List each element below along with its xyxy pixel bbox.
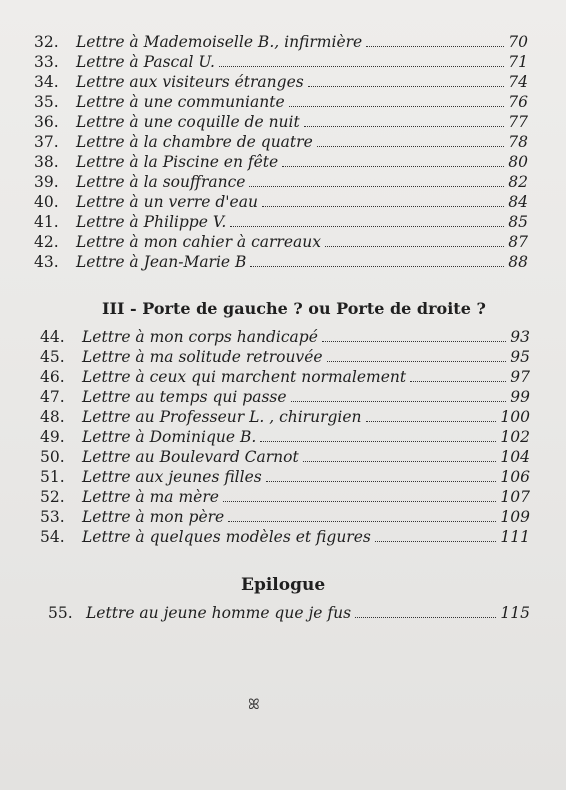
entry-number: 51. [40,468,65,486]
entry-page: 102 [500,428,530,446]
epilogue-heading: Epilogue [241,575,326,595]
entry-title: Lettre à ma solitude retrouvée [82,348,323,366]
leader-dots [219,66,504,67]
leader-dots [366,421,497,422]
leader-dots [230,226,504,227]
entry-title: Lettre à mon père [82,508,225,526]
entry-number: 40. [34,193,59,211]
entry-number: 53. [40,508,65,526]
entry-title: Lettre à Philippe V. [76,213,227,231]
entry-page: 111 [500,528,530,546]
entry-number: 39. [34,173,59,191]
leader-dots [366,46,504,47]
entry-number: 34. [34,73,59,91]
entry-title: Lettre à Mademoiselle B., infirmière [76,33,363,51]
entry-page: 115 [500,604,530,622]
entry-title: Lettre à une communiante [76,93,285,111]
toc-entry [40,527,530,547]
leader-dots [282,166,504,167]
entry-title: Lettre au temps qui passe [82,388,287,406]
ornament-flourish: ꕤ [248,697,259,713]
toc-entry [34,32,528,52]
entry-number: 55. [48,604,73,622]
leader-dots [289,106,505,107]
entry-page: 109 [500,508,530,526]
toc-entry [40,407,530,427]
entry-page: 70 [508,33,528,51]
entry-number: 36. [34,113,59,131]
leader-dots [266,481,497,482]
entry-title: Lettre aux visiteurs étranges [76,73,304,91]
toc-entry [34,112,528,132]
toc-entry [34,252,528,272]
leader-dots [250,266,504,267]
entry-number: 44. [40,328,65,346]
entry-title: Lettre à ma mère [82,488,219,506]
entry-title: Lettre à quelques modèles et figures [82,528,371,546]
entry-number: 52. [40,488,65,506]
toc-entry [34,92,528,112]
entry-number: 32. [34,33,59,51]
leader-dots [291,401,507,402]
entry-page: 95 [510,348,530,366]
entry-title: Lettre à Dominique B. [82,428,257,446]
entry-title: Lettre à mon corps handicapé [82,328,318,346]
leader-dots [303,461,497,462]
entry-title: Lettre à Jean-Marie B [76,253,247,271]
entry-number: 47. [40,388,65,406]
entry-title: Lettre à la chambre de quatre [76,133,313,151]
entry-page: 106 [500,468,530,486]
entry-page: 99 [510,388,530,406]
leader-dots [308,86,505,87]
entry-number: 37. [34,133,59,151]
toc-entry [34,192,528,212]
entry-page: 74 [508,73,528,91]
toc-entry [40,367,530,387]
leader-dots [223,501,496,502]
entry-page: 82 [508,173,528,191]
entry-number: 46. [40,368,65,386]
toc-entry [40,507,530,527]
entry-number: 41. [34,213,59,231]
entry-number: 48. [40,408,65,426]
entry-page: 97 [510,368,530,386]
entry-page: 87 [508,233,528,251]
entry-number: 54. [40,528,65,546]
leader-dots [410,381,506,382]
entry-page: 100 [500,408,530,426]
entry-page: 104 [500,448,530,466]
leader-dots [304,126,505,127]
entry-number: 45. [40,348,65,366]
entry-page: 71 [508,53,528,71]
entry-page: 84 [508,193,528,211]
toc-entry [34,152,528,172]
entry-title: Lettre à Pascal U. [76,53,215,71]
leader-dots [260,441,496,442]
toc-entry [34,52,528,72]
leader-dots [322,341,506,342]
entry-title: Lettre au Professeur L. , chirurgien [82,408,362,426]
toc-entry [34,72,528,92]
entry-page: 85 [508,213,528,231]
toc-entry [40,347,530,367]
leader-dots [317,146,505,147]
entry-number: 49. [40,428,65,446]
toc-entry [48,603,530,623]
entry-page: 107 [500,488,530,506]
toc-entry [34,232,528,252]
entry-page: 88 [508,253,528,271]
entry-page: 77 [508,113,528,131]
entry-page: 80 [508,153,528,171]
toc-entry [34,212,528,232]
toc-entry [40,387,530,407]
entry-number: 43. [34,253,59,271]
entry-title: Lettre à mon cahier à carreaux [76,233,321,251]
entry-page: 76 [508,93,528,111]
toc-entry [40,467,530,487]
entry-title: Lettre au jeune homme que je fus [86,604,352,622]
entry-title: Lettre à la Piscine en fête [76,153,279,171]
toc-entry [40,427,530,447]
leader-dots [375,541,497,542]
leader-dots [262,206,504,207]
toc-entry [40,447,530,467]
toc-entry [40,327,530,347]
entry-number: 38. [34,153,59,171]
entry-page: 78 [508,133,528,151]
entry-number: 35. [34,93,59,111]
leader-dots [228,521,496,522]
entry-number: 50. [40,448,65,466]
entry-title: Lettre au Boulevard Carnot [82,448,299,466]
entry-title: Lettre à une coquille de nuit [76,113,300,131]
entry-title: Lettre aux jeunes filles [82,468,262,486]
entry-title: Lettre à la souffrance [76,173,246,191]
entry-title: Lettre à ceux qui marchent normalement [82,368,407,386]
entry-number: 42. [34,233,59,251]
section-heading: III - Porte de gauche ? ou Porte de droite ? [102,299,486,318]
toc-entry [34,172,528,192]
entry-title: Lettre à un verre d'eau [76,193,258,211]
leader-dots [355,617,496,618]
leader-dots [249,186,504,187]
entry-number: 33. [34,53,59,71]
toc-entry [34,132,528,152]
toc-entry [40,487,530,507]
leader-dots [325,246,504,247]
entry-page: 93 [510,328,530,346]
leader-dots [327,361,507,362]
